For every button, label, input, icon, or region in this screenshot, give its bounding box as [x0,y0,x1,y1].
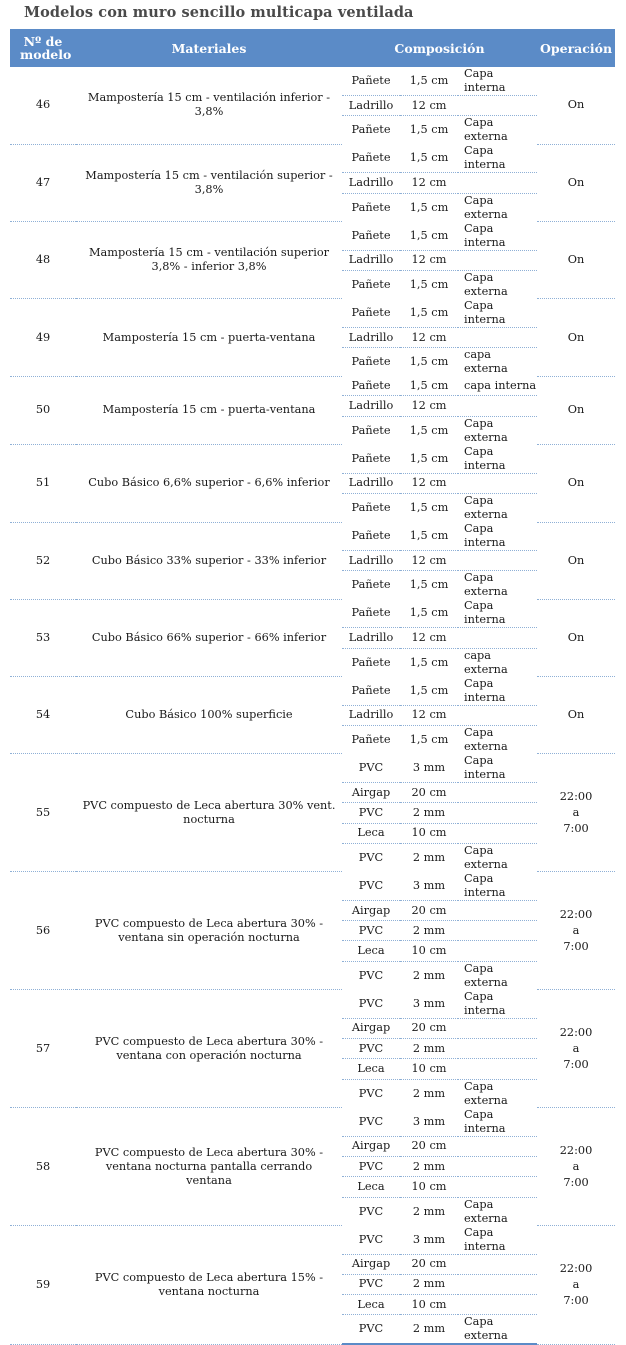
layer-material: Pañete [342,522,400,551]
layer-thickness: 1,5 cm [409,578,449,592]
table-row [10,222,615,251]
model-materials: Cubo Básico 33% superior - 33% inferior [76,522,342,599]
layer-material: Pañete [351,732,391,746]
layer-thickness: 1,5 cm [400,522,458,551]
model-number: 51 [10,445,76,522]
layer-material: Leca [342,1295,400,1315]
operation-time-line: a [572,1159,580,1173]
model-materials: Mampostería 15 cm - ventilación inferior - 3,8% [76,67,342,144]
model-operation: On [537,445,615,522]
layer-position [458,782,537,802]
layer-position [458,1254,537,1274]
layer-material: Pañete [342,222,400,251]
layer-thickness: 12 cm [400,473,458,493]
layer-material: Pañete [342,677,400,706]
layer-thickness: 12 cm [400,327,458,347]
layer-material: Ladrillo [342,327,400,347]
layer-thickness: 1,5 cm [400,445,458,474]
table-row [10,990,615,1019]
header-materials: Materiales [76,29,342,67]
layer-material: PVC [342,803,400,823]
layer-thickness: 2 mm [412,968,446,982]
layer-position: Capa externa [464,725,508,753]
operation-time-line: 7:00 [563,821,589,835]
layer-position: Capa interna [458,299,537,328]
layer-position [458,628,537,648]
layer-position [458,1018,537,1038]
layer-thickness: 1,5 cm [409,423,449,437]
layer-material: Ladrillo [342,250,400,270]
models-table [10,29,615,1345]
layer-thickness: 1,5 cm [409,732,449,746]
model-operation [537,1108,615,1226]
layer-thickness: 2 mm [400,1156,458,1176]
model-operation: On [537,677,615,754]
layer-material: Ladrillo [342,705,400,725]
table-row [10,445,615,474]
layer-material: Ladrillo [342,173,400,193]
layer-thickness: 1,5 cm [400,299,458,328]
layer-position: Capa externa [464,193,508,221]
table-row [10,144,615,173]
layer-position [458,823,537,843]
layer-material: PVC [342,1039,400,1059]
table-row [10,872,615,901]
operation-time-line: a [572,923,580,937]
layer-material: Pañete [351,200,391,214]
page-title: Modelos con muro sencillo multicapa ventilada [24,4,414,21]
layer-position: Capa interna [458,445,537,474]
layer-position [458,396,537,416]
model-number: 49 [10,299,76,376]
layer-thickness: 12 cm [400,628,458,648]
model-number: 56 [10,872,76,990]
layer-position: Capa interna [458,872,537,901]
layer-material: PVC [358,1204,384,1218]
table-row [10,299,615,328]
layer-position [458,900,537,920]
table-header-row [10,29,615,67]
layer-position [458,941,537,961]
table-row [10,522,615,551]
model-materials: Mampostería 15 cm - ventilación superior 3,8% - inferior 3,8% [76,222,342,299]
operation-time-line: 22:00 [559,1025,593,1039]
model-number: 47 [10,144,76,221]
model-operation: On [537,522,615,599]
layer-position: Capa interna [458,677,537,706]
model-operation [537,754,615,872]
layer-material: PVC [342,921,400,941]
layer-material: Ladrillo [342,473,400,493]
operation-time-line: 22:00 [559,1143,593,1157]
layer-thickness: 20 cm [400,782,458,802]
layer-material: Pañete [342,445,400,474]
layer-thickness: 1,5 cm [400,67,458,96]
layer-thickness: 12 cm [400,705,458,725]
model-number: 59 [10,1226,76,1345]
layer-thickness: 2 mm [400,803,458,823]
operation-time-line: a [572,1277,580,1291]
layer-thickness: 2 mm [412,1204,446,1218]
table-row [10,67,615,96]
layer-position [458,1274,537,1294]
model-operation: On [537,222,615,299]
layer-position [458,473,537,493]
layer-thickness: 1,5 cm [400,144,458,173]
layer-material: Pañete [342,376,400,396]
layer-thickness: 10 cm [400,1295,458,1315]
layer-thickness: 1,5 cm [400,376,458,396]
layer-position: Capa interna [458,1226,537,1255]
layer-position: Capa interna [458,522,537,551]
model-operation: On [537,376,615,445]
layer-material: Ladrillo [342,396,400,416]
layer-thickness: 12 cm [400,396,458,416]
layer-position: capa externa [464,648,508,676]
operation-time-line: 22:00 [559,1261,593,1275]
layer-thickness: 1,5 cm [409,355,449,369]
model-operation [537,872,615,990]
model-materials: PVC compuesto de Leca abertura 30% - ventana con operación nocturna [76,990,342,1108]
layer-position: Capa externa [458,1315,537,1345]
layer-material: PVC [342,754,400,783]
layer-material: Airgap [342,1254,400,1274]
layer-position: Capa externa [464,494,508,522]
layer-thickness: 1,5 cm [400,222,458,251]
layer-position [458,1039,537,1059]
model-number: 57 [10,990,76,1108]
model-operation: On [537,299,615,376]
layer-thickness: 12 cm [400,551,458,571]
layer-position: Capa externa [464,571,508,599]
header-model-number: Nº de modelo [10,29,76,67]
model-number: 54 [10,677,76,754]
layer-thickness: 1,5 cm [409,501,449,515]
layer-material: Pañete [351,355,391,369]
model-number: 58 [10,1108,76,1226]
layer-position: Capa interna [458,754,537,783]
layer-material: PVC [358,968,384,982]
layer-thickness: 10 cm [400,823,458,843]
table-row [10,1108,615,1137]
operation-time-line: a [572,805,580,819]
layer-position [458,921,537,941]
layer-material: Pañete [342,299,400,328]
layer-thickness: 20 cm [400,900,458,920]
operation-time-line: 22:00 [559,789,593,803]
layer-thickness: 12 cm [400,173,458,193]
layer-thickness: 2 mm [400,921,458,941]
layer-position [458,327,537,347]
layer-position [458,250,537,270]
layer-thickness: 2 mm [400,1274,458,1294]
layer-thickness: 1,5 cm [400,677,458,706]
model-number: 48 [10,222,76,299]
layer-material: Pañete [342,67,400,96]
operation-time-line: a [572,1041,580,1055]
model-materials: Mampostería 15 cm - ventilación superior - 3,8% [76,144,342,221]
layer-thickness: 3 mm [400,754,458,783]
header-composition: Composición [342,29,537,67]
layer-position: Capa interna [458,144,537,173]
layer-material: Airgap [342,1136,400,1156]
layer-material: Pañete [351,423,391,437]
layer-thickness: 1,5 cm [409,655,449,669]
layer-material: Ladrillo [342,551,400,571]
layer-position: Capa interna [458,222,537,251]
layer-material: Leca [342,823,400,843]
layer-position [458,173,537,193]
layer-thickness: 3 mm [400,1226,458,1255]
operation-time-line: 7:00 [563,939,589,953]
layer-thickness: 20 cm [400,1136,458,1156]
layer-material: Leca [342,941,400,961]
layer-material: Ladrillo [342,628,400,648]
layer-material: Airgap [342,900,400,920]
layer-material: Pañete [351,123,391,137]
layer-position [458,1295,537,1315]
layer-material: PVC [358,850,384,864]
layer-thickness: 2 mm [400,1315,458,1345]
layer-position: Capa externa [464,416,508,444]
model-materials: PVC compuesto de Leca abertura 15% - ventana nocturna [76,1226,342,1345]
layer-material: PVC [342,1226,400,1255]
layer-material: Leca [342,1177,400,1197]
model-number: 46 [10,67,76,144]
model-operation: On [537,67,615,144]
layer-thickness: 2 mm [412,850,446,864]
layer-position: Capa externa [464,116,508,144]
model-operation [537,990,615,1108]
layer-thickness: 10 cm [400,1177,458,1197]
model-materials: PVC compuesto de Leca abertura 30% - ventana nocturna pantalla cerrando ventana [76,1108,342,1226]
model-number: 52 [10,522,76,599]
layer-position: capa interna [458,376,537,396]
layer-thickness: 20 cm [400,1018,458,1038]
layer-thickness: 1,5 cm [409,200,449,214]
model-materials: Cubo Básico 100% superficie [76,677,342,754]
layer-position [458,1136,537,1156]
layer-material: PVC [342,1274,400,1294]
layer-material: Pañete [351,277,391,291]
model-materials: Cubo Básico 66% superior - 66% inferior [76,599,342,676]
layer-material: Pañete [351,501,391,515]
model-number: 53 [10,599,76,676]
operation-time-line: 7:00 [563,1293,589,1307]
layer-material: Airgap [342,1018,400,1038]
layer-position: Capa interna [458,1108,537,1137]
layer-thickness: 3 mm [400,990,458,1019]
layer-thickness: 1,5 cm [400,599,458,628]
layer-position: Capa externa [464,843,508,871]
operation-time-line: 22:00 [559,907,593,921]
layer-position: Capa externa [464,270,508,298]
layer-material: Pañete [342,599,400,628]
layer-material: PVC [342,1156,400,1176]
layer-thickness: 3 mm [400,1108,458,1137]
model-number: 55 [10,754,76,872]
model-operation: On [537,599,615,676]
table-row [10,754,615,783]
layer-thickness: 12 cm [400,96,458,116]
layer-position: Capa interna [458,67,537,96]
layer-thickness: 1,5 cm [409,277,449,291]
layer-material: Pañete [342,144,400,173]
layer-position [458,551,537,571]
layer-position: Capa externa [464,1079,508,1107]
layer-material: Pañete [351,578,391,592]
layer-position: capa externa [464,348,508,376]
layer-material: PVC [342,1108,400,1137]
layer-material: PVC [358,1086,384,1100]
layer-position [458,1059,537,1079]
layer-thickness: 12 cm [400,250,458,270]
layer-thickness: 1,5 cm [409,123,449,137]
layer-thickness: 2 mm [400,1039,458,1059]
layer-thickness: 10 cm [400,1059,458,1079]
layer-position [458,1156,537,1176]
layer-material: Pañete [351,655,391,669]
model-materials: PVC compuesto de Leca abertura 30% vent. nocturna [76,754,342,872]
layer-material: PVC [342,872,400,901]
model-materials: Mampostería 15 cm - puerta-ventana [76,299,342,376]
layer-position [458,96,537,116]
layer-material: Airgap [342,782,400,802]
layer-position [458,803,537,823]
layer-material: Ladrillo [342,96,400,116]
header-operation: Operación [537,29,615,67]
model-operation: On [537,144,615,221]
layer-thickness: 20 cm [400,1254,458,1274]
table-row [10,599,615,628]
model-operation [537,1226,615,1345]
layer-material: Leca [342,1059,400,1079]
model-number: 50 [10,376,76,445]
layer-position [458,1177,537,1197]
operation-time-line: 7:00 [563,1175,589,1189]
layer-material: PVC [342,990,400,1019]
model-materials: Mampostería 15 cm - puerta-ventana [76,376,342,445]
table-row [10,1226,615,1255]
models-table-wrapper [10,29,615,1345]
table-row [10,376,615,396]
layer-material: PVC [342,1315,400,1345]
layer-position: Capa externa [464,961,508,989]
layer-thickness: 10 cm [400,941,458,961]
layer-position: Capa interna [458,990,537,1019]
model-materials: PVC compuesto de Leca abertura 30% - ventana sin operación nocturna [76,872,342,990]
model-materials: Cubo Básico 6,6% superior - 6,6% inferior [76,445,342,522]
layer-position: Capa externa [464,1197,508,1225]
table-row [10,677,615,706]
layer-position: Capa interna [458,599,537,628]
operation-time-line: 7:00 [563,1057,589,1071]
table-body [10,67,615,1344]
layer-position [458,705,537,725]
layer-thickness: 3 mm [400,872,458,901]
layer-thickness: 2 mm [412,1086,446,1100]
